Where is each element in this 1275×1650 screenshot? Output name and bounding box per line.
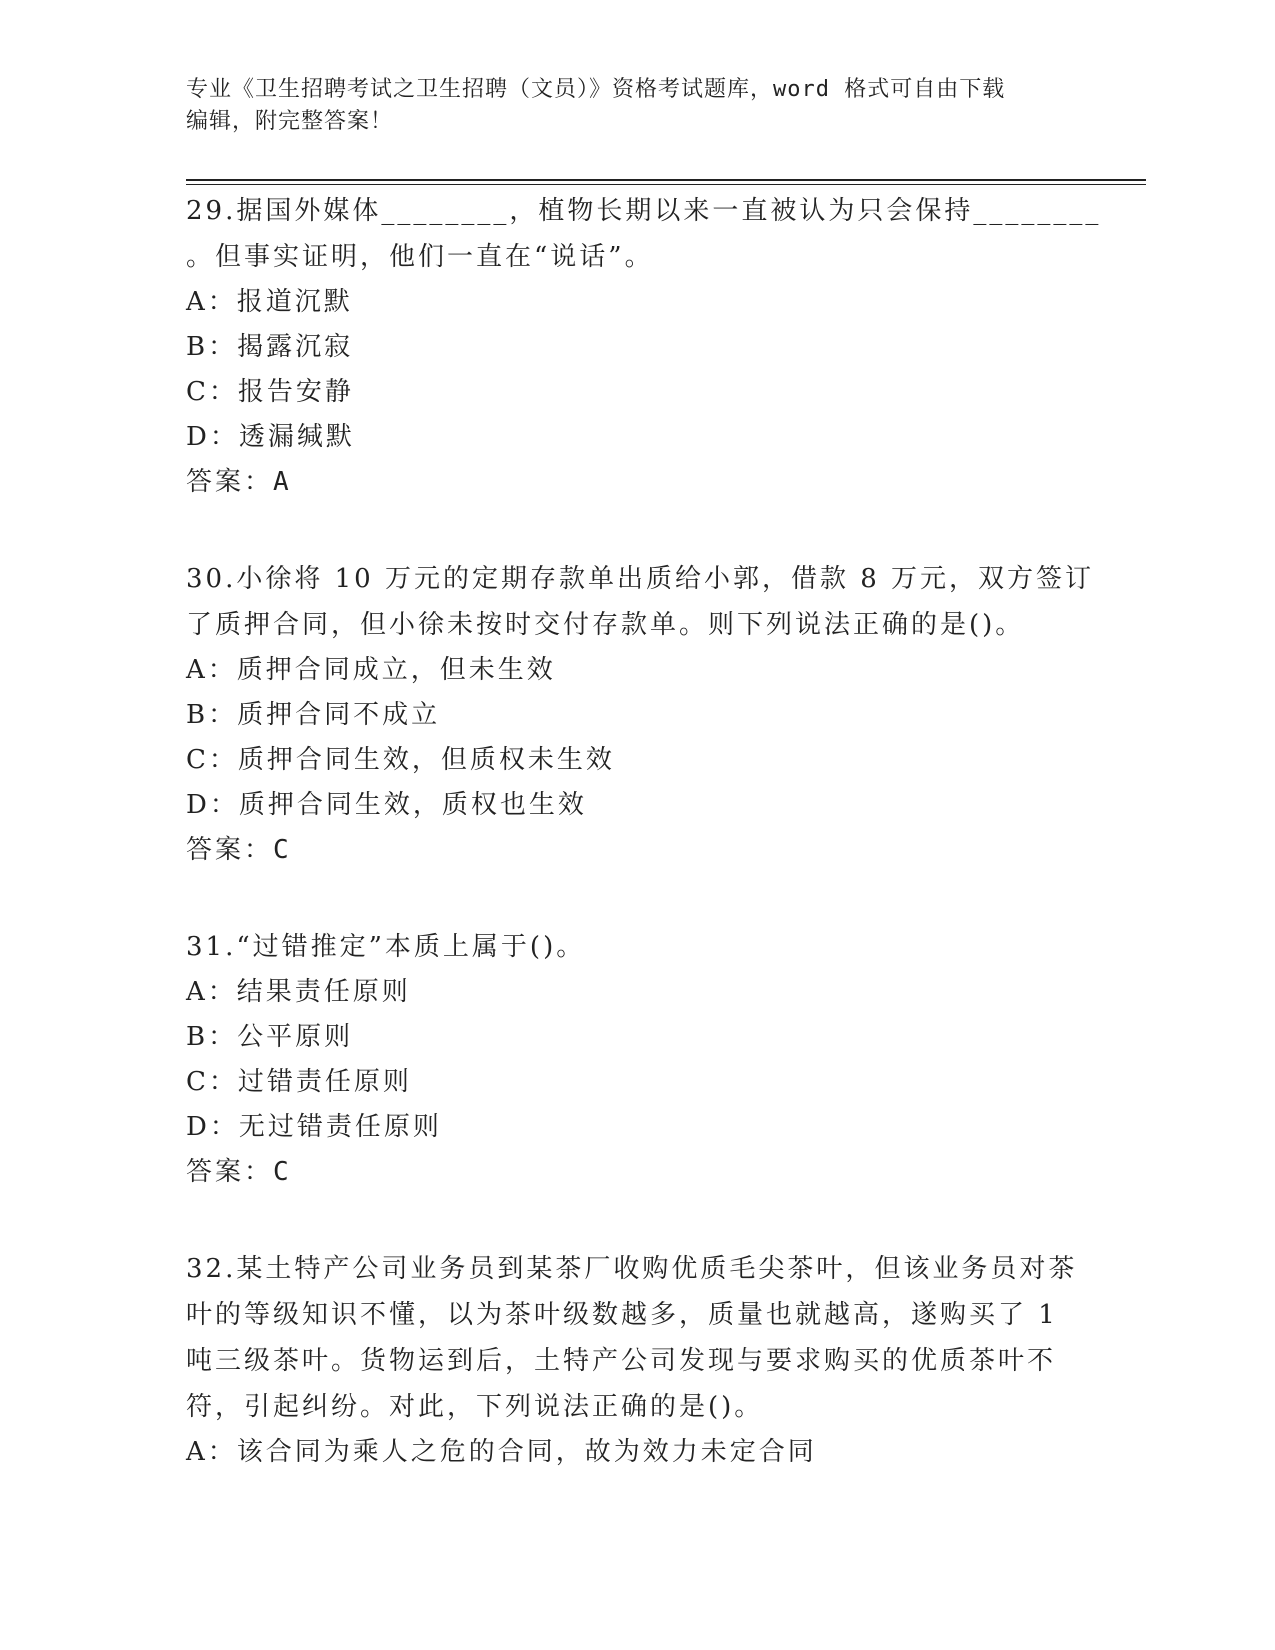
- question-line: 32.某土特产公司业务员到某茶厂收购优质毛尖茶叶，但该业务员对茶: [186, 1254, 1078, 1284]
- question-text: [186, 188, 1102, 280]
- header-divider-thick: [186, 179, 1146, 181]
- question-line: 31.“过错推定”本质上属于()。: [186, 932, 586, 962]
- option-a: A：结果责任原则: [186, 977, 411, 1007]
- answer-value: A: [273, 467, 292, 497]
- option-c: C：报告安静: [186, 377, 354, 407]
- header-line: 专业《卫生招聘考试之卫生招聘（文员）》资格考试题库，word 格式可自由下载: [186, 77, 1006, 102]
- option-a: A：该合同为乘人之危的合同，故为效力未定合同: [186, 1437, 817, 1467]
- option-a: A：质押合同成立，但未生效: [186, 655, 556, 685]
- option-b: B：揭露沉寂: [186, 332, 354, 362]
- question-text: [186, 1246, 1086, 1430]
- answer-value: C: [273, 835, 292, 865]
- question-32: [186, 1246, 1086, 1475]
- question-list: [186, 188, 1102, 1526]
- question-line: 了质押合同，但小徐未按时交付存款单。则下列说法正确的是()。: [186, 610, 1025, 640]
- option-d: D：无过错责任原则: [186, 1112, 442, 1142]
- answer-label: 答案：: [186, 467, 274, 497]
- answer-line: [186, 460, 1086, 505]
- option-c: C：质押合同生效，但质权未生效: [186, 745, 615, 775]
- question-text: [186, 924, 1086, 970]
- question-text: [186, 556, 1095, 648]
- answer-label: 答案：: [186, 835, 274, 865]
- answer-value: C: [273, 1157, 292, 1187]
- option-a: A：报道沉默: [186, 287, 353, 317]
- option-c: C：过错责任原则: [186, 1067, 412, 1097]
- question-31: [186, 924, 1086, 1195]
- header-divider-thin: [186, 184, 1146, 185]
- option-d: D：透漏缄默: [186, 422, 355, 452]
- option-d: D：质押合同生效，质权也生效: [186, 790, 587, 820]
- question-line: 叶的等级知识不懂，以为茶叶级数越多，质量也就越高，遂购买了 1: [186, 1300, 1058, 1330]
- question-line: 30.小徐将 10 万元的定期存款单出质给小郭，借款 8 万元，双方签订: [186, 564, 1095, 594]
- document-header: [186, 74, 1066, 138]
- question-29: [186, 188, 1102, 505]
- question-line: 。但事实证明，他们一直在“说话”。: [186, 242, 654, 272]
- header-line: 编辑，附完整答案！: [186, 109, 394, 134]
- answer-line: [186, 1150, 1086, 1195]
- question-line: 符，引起纠纷。对此，下列说法正确的是()。: [186, 1392, 764, 1422]
- option-b: B：质押合同不成立: [186, 700, 441, 730]
- question-line: 吨三级茶叶。货物运到后，土特产公司发现与要求购买的优质茶叶不: [186, 1346, 1057, 1376]
- question-line: 29.据国外媒体________，植物长期以来一直被认为只会保持________: [186, 196, 1102, 226]
- answer-line: [186, 828, 1086, 873]
- option-b: B：公平原则: [186, 1022, 354, 1052]
- question-30: [186, 556, 1095, 873]
- answer-label: 答案：: [186, 1157, 274, 1187]
